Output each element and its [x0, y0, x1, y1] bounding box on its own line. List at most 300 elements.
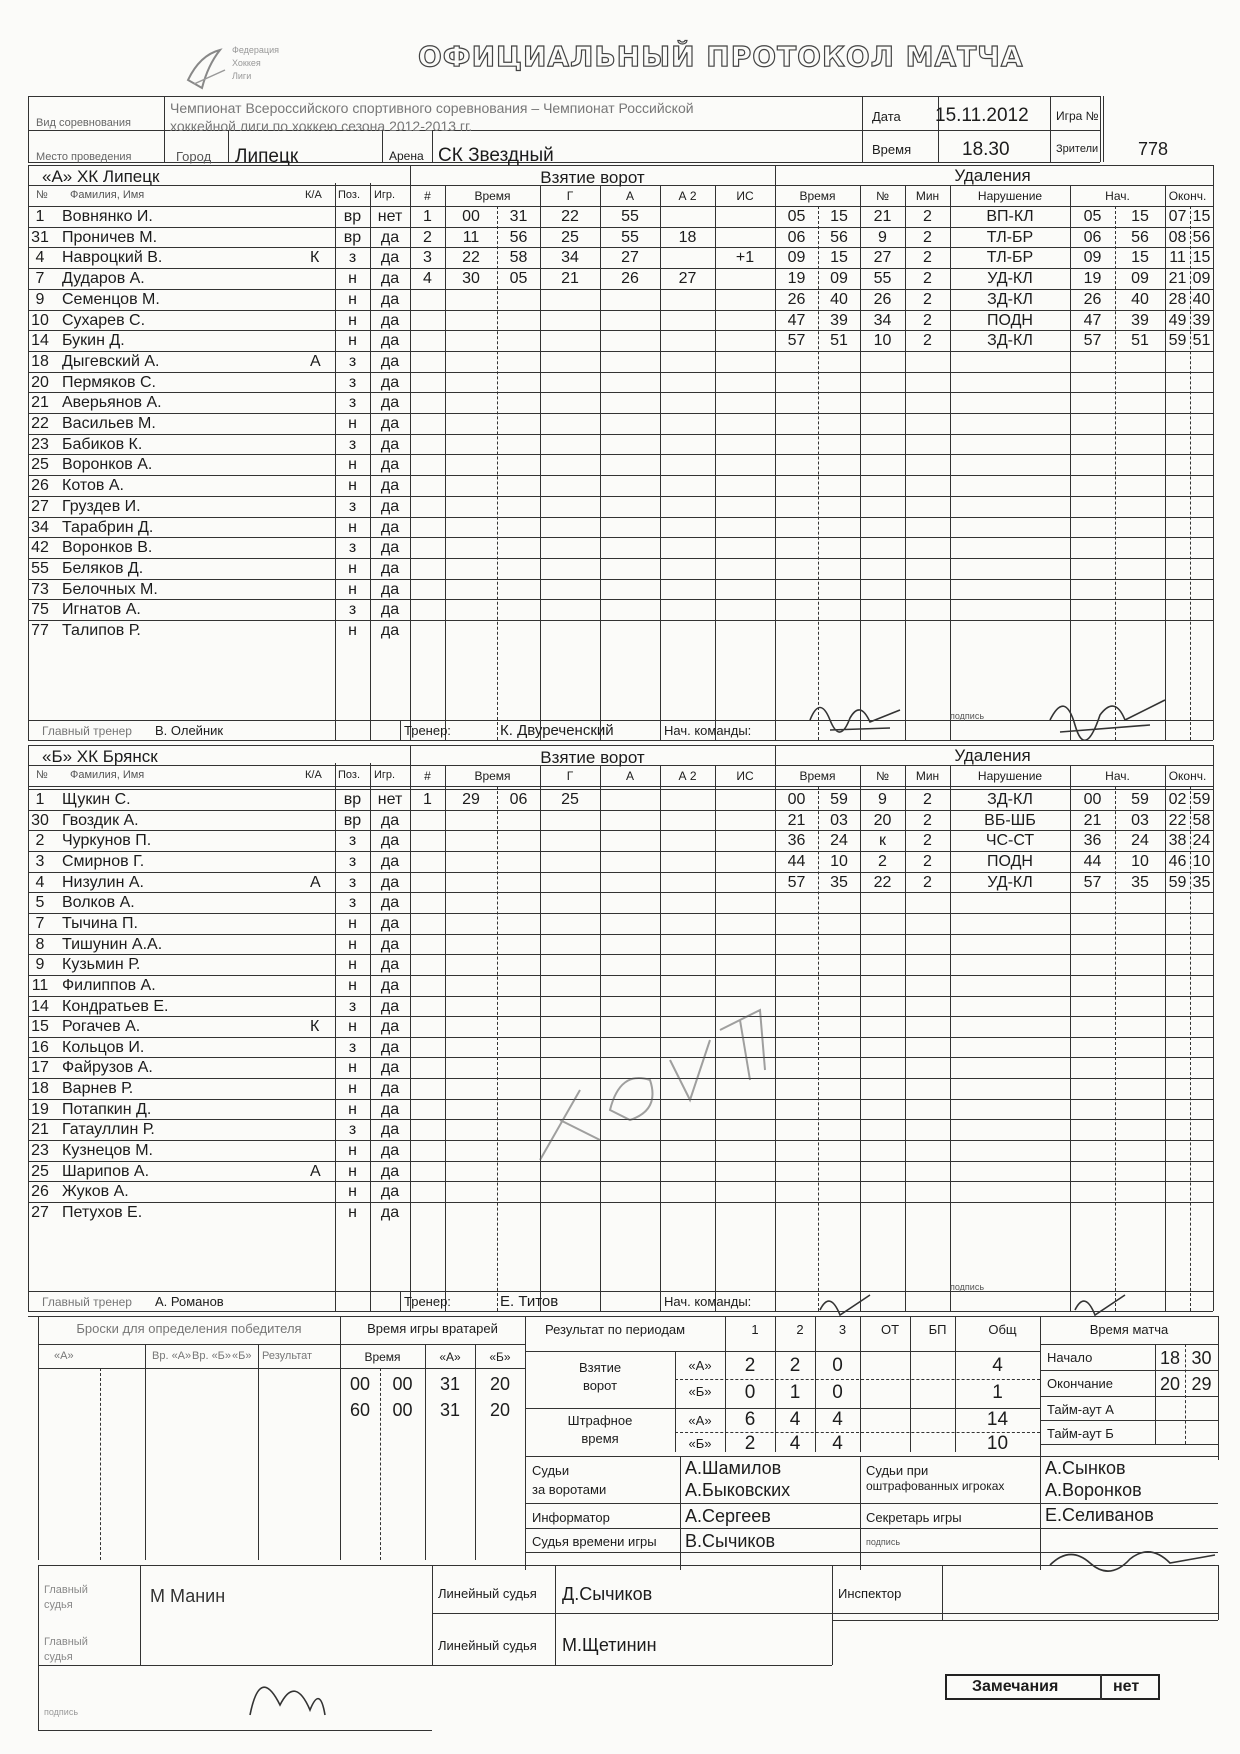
player-name: Кондратьев Е. [62, 997, 169, 1015]
player-played: да [380, 1059, 400, 1077]
player-number: 1 [35, 791, 45, 808]
player-position: вр [343, 811, 362, 829]
player-name: Проничев М. [62, 228, 158, 246]
signature-image [1040, 1535, 1220, 1575]
penalty-player: 34 [873, 311, 892, 329]
col-no: № [36, 769, 48, 781]
player-played: да [380, 601, 400, 619]
rule-line [410, 913, 1213, 914]
rule-line [675, 1432, 1040, 1433]
penalty-infraction: УД-КЛ [987, 270, 1033, 288]
rule-line [1040, 1444, 1218, 1445]
rule-line [410, 372, 1213, 373]
player-name: Букин Д. [62, 332, 125, 350]
pen-col-start: Нач. [1105, 769, 1130, 783]
player-number: 26 [31, 1183, 49, 1201]
pen-col-time: Время [799, 189, 836, 203]
rule-line [100, 1368, 101, 1560]
penalty-start-sec: 40 [1131, 290, 1149, 308]
player-position: з [348, 497, 357, 515]
col-hash: # [424, 769, 431, 783]
player-position: н [348, 477, 357, 495]
penalty-second: 15 [830, 208, 848, 225]
pen-row-label: время [581, 1431, 619, 1446]
penalty-end-min: 11 [1169, 249, 1186, 267]
rule-line [28, 165, 1213, 166]
player-position: з [348, 373, 357, 391]
competition-text: хоккейной лиги по хоккею сезона 2012-2013 гг. [170, 118, 473, 134]
penalty-end-sec: 24 [1192, 832, 1211, 850]
rule-line [410, 517, 1213, 518]
goal-number: 3 [423, 249, 432, 267]
player-name: Варнев Р. [62, 1080, 134, 1098]
player-name: Белочных М. [62, 580, 158, 598]
logo-text: Лиги [232, 71, 252, 81]
penalty-end-min: 07 [1168, 208, 1187, 225]
period-value: 14 [986, 1409, 1009, 1430]
rule-line [38, 1730, 432, 1731]
penalty-start-sec: 09 [1131, 270, 1149, 288]
player-played: да [380, 811, 400, 829]
rule-line [410, 872, 1213, 873]
player-number: 9 [35, 290, 45, 308]
player-name: Навроцкий В. [62, 249, 163, 267]
time-value: 18.30 [962, 139, 1010, 160]
player-name: Рогачев А. [62, 1018, 141, 1036]
shootout-col: «Б» [232, 1350, 252, 1362]
player-position: з [348, 539, 357, 557]
penalty-minute: 57 [787, 873, 806, 891]
penalty-second: 56 [830, 228, 848, 246]
penalty-second: 10 [830, 852, 848, 870]
penalty-second: 40 [830, 290, 848, 308]
penalty-start-min: 19 [1083, 270, 1102, 288]
player-number: 4 [35, 873, 45, 891]
rule-line [832, 1565, 833, 1665]
copy-mark [520, 970, 820, 1170]
shootout-title: Броски для определения победителя [76, 1321, 302, 1336]
player-name: Талипов Р. [62, 622, 141, 639]
sign-label: подпись [866, 1537, 901, 1547]
rule-line [410, 599, 1213, 600]
goal-assist: 55 [621, 228, 639, 246]
penalty-end-min: 02 [1168, 791, 1187, 808]
player-name: Гатауллин Р. [62, 1121, 155, 1139]
match-end-label: Окончание [1047, 1376, 1114, 1391]
period-value: 4 [992, 1355, 1003, 1376]
player-played: да [380, 477, 400, 495]
penalty-player: 9 [878, 228, 887, 246]
penalty-end-min: 38 [1168, 832, 1187, 850]
team-title: «Б» ХК Брянск [42, 747, 158, 766]
player-number: 21 [31, 394, 49, 412]
player-played: да [380, 270, 400, 288]
col-played: Игр. [374, 189, 396, 201]
player-played: да [380, 1183, 400, 1201]
arena-label: Арена [389, 149, 424, 163]
remarks-label: Замечания [972, 1678, 1059, 1695]
penalty-start-min: 26 [1083, 290, 1102, 308]
player-number: 42 [31, 539, 49, 557]
rule-line [525, 1552, 1218, 1553]
penalty-end-sec: 59 [1192, 791, 1211, 808]
player-number: 25 [31, 456, 49, 474]
goalie-second: 00 [392, 1374, 413, 1394]
rule-line [555, 1565, 556, 1665]
sign-label: подпись [950, 1282, 985, 1292]
player-position: з [348, 852, 357, 870]
penalty-minute: 00 [787, 791, 806, 808]
rule-line [410, 851, 1213, 852]
player-position: з [348, 435, 357, 453]
city-label: Город [176, 149, 212, 164]
player-name: Воронков А. [62, 456, 153, 474]
goal-minute: 30 [462, 270, 480, 288]
rule-line [38, 1565, 39, 1730]
penalty-end-sec: 58 [1192, 811, 1211, 829]
penalty-player: 10 [873, 332, 892, 350]
period-col: Общ [988, 1322, 1017, 1337]
player-number: 14 [31, 997, 49, 1015]
player-name: Петухов Е. [62, 1204, 143, 1221]
goals-title: Взятие ворот [540, 168, 645, 187]
rule-line [432, 1613, 1218, 1614]
penalty-start-sec: 03 [1131, 811, 1149, 829]
penalty-player: 22 [873, 873, 892, 891]
player-number: 27 [31, 1204, 49, 1221]
goalie-col: «А» [439, 1350, 461, 1364]
player-number: 18 [31, 1080, 49, 1098]
goal-assist: 26 [621, 270, 639, 288]
penalty-minute: 44 [787, 852, 806, 870]
coach-label: Тренер: [404, 723, 451, 738]
rule-line [410, 475, 1213, 476]
col-time: Время [474, 189, 511, 203]
penalty-second: 35 [830, 873, 848, 891]
rule-line [1100, 96, 1101, 162]
player-number: 23 [31, 1142, 49, 1160]
rule-line [942, 1565, 943, 1620]
player-position: з [348, 873, 357, 891]
chief-referee-label: судья [44, 1651, 73, 1663]
rule-line [400, 1291, 401, 1311]
penalty-start-min: 57 [1083, 873, 1102, 891]
pen-col-end: Оконч. [1168, 769, 1207, 783]
rule-line [1040, 1344, 1218, 1345]
player-played: да [380, 1162, 400, 1180]
penalty-end-min: 08 [1168, 228, 1187, 246]
rule-line [164, 96, 165, 162]
penalty-start-min: 44 [1083, 852, 1102, 870]
player-number: 8 [35, 935, 45, 953]
goal-number: 4 [423, 270, 432, 288]
player-position: з [348, 394, 357, 412]
rule-line [1213, 745, 1214, 1311]
player-ka: А [310, 873, 321, 891]
rule-line [140, 1565, 141, 1665]
goalie-minute: 00 [349, 1374, 371, 1394]
player-name: Филиппов А. [62, 976, 156, 994]
rule-line [410, 351, 1213, 352]
player-played: да [380, 311, 400, 329]
goalie-a: 31 [439, 1374, 461, 1394]
penalty-end-sec: 15 [1192, 249, 1211, 267]
rule-line [410, 934, 1213, 935]
penalty-end-sec: 40 [1192, 290, 1211, 308]
player-name: Семенцов М. [62, 290, 160, 308]
pen-col-time: Время [799, 769, 836, 783]
pen-col-inf: Нарушение [977, 189, 1043, 203]
goal-minute: 22 [462, 249, 480, 267]
goalie-b: 20 [489, 1400, 511, 1420]
signature-image [1040, 690, 1170, 740]
player-played: да [380, 1038, 400, 1056]
player-position: з [348, 832, 357, 850]
player-played: да [380, 373, 400, 391]
rule-line [660, 1291, 661, 1311]
player-position: н [348, 415, 357, 432]
player-played: да [380, 249, 400, 267]
rule-line [410, 810, 1213, 811]
penalty-end-sec: 51 [1192, 332, 1211, 350]
player-position: н [348, 311, 357, 329]
linesman-label: Линейный судья [438, 1638, 537, 1653]
rule-line [410, 206, 1213, 207]
pen-col-min: Мин [915, 189, 940, 203]
shootout-col: Вр. «Б» [192, 1350, 232, 1362]
player-position: з [348, 997, 357, 1015]
rule-line [862, 96, 863, 162]
penalty-minutes: 2 [923, 832, 932, 850]
player-played: да [380, 290, 400, 308]
rule-line [1040, 1396, 1218, 1397]
period-value: 2 [744, 1355, 756, 1376]
player-name: Кузьмин Р. [62, 956, 141, 974]
goalie-col: Время [364, 1350, 401, 1364]
rule-line [832, 1620, 1218, 1621]
penalty-start-min: 21 [1083, 811, 1102, 829]
penalty-infraction: ЗД-КЛ [987, 290, 1033, 308]
player-number: 23 [31, 435, 49, 453]
penalty-infraction: ВБ-ШБ [984, 811, 1036, 829]
period-value: 0 [744, 1382, 756, 1403]
player-name: Игнатов А. [62, 601, 141, 619]
player-name: Груздев И. [62, 497, 141, 515]
player-position: вр [343, 208, 362, 225]
penalty-minute: 57 [787, 332, 806, 350]
rule-line [525, 1456, 1218, 1457]
penalty-end-min: 22 [1168, 811, 1187, 829]
rule-line [410, 434, 1213, 435]
informator-label: Информатор [532, 1510, 610, 1525]
city-value: Липецк [235, 146, 299, 167]
player-number: 34 [31, 518, 49, 536]
penalty-minute: 06 [787, 228, 806, 246]
player-played: да [380, 1080, 400, 1098]
player-played: нет [377, 791, 403, 808]
player-played: да [380, 559, 400, 577]
rule-line [410, 227, 1213, 228]
penalty-end-min: 59 [1168, 332, 1187, 350]
head-coach-name: В. Олейник [155, 723, 224, 738]
rule-line [410, 1202, 1213, 1203]
penalty-start-sec: 35 [1131, 873, 1149, 891]
col-hash: # [424, 189, 431, 203]
player-position: з [348, 894, 357, 912]
penalty-player: 9 [878, 791, 887, 808]
rule-line [410, 789, 1213, 790]
player-played: да [380, 935, 400, 953]
player-name: Кузнецов М. [62, 1142, 153, 1160]
chief-referee-name: М Манин [150, 1586, 226, 1606]
player-number: 1 [35, 208, 45, 225]
player-played: да [380, 1100, 400, 1118]
penalty-second: 51 [830, 332, 848, 350]
penalty-minute: 19 [787, 270, 806, 288]
logo-text: Федерация [232, 45, 279, 55]
player-number: 77 [31, 622, 49, 639]
rule-line [258, 1344, 259, 1560]
player-played: да [380, 976, 400, 994]
player-played: да [380, 435, 400, 453]
rule-line [1040, 1316, 1041, 1460]
chief-referee-label: Главный [44, 1584, 88, 1596]
penalty-end-sec: 15 [1192, 208, 1211, 225]
goal-assist2: 27 [678, 270, 697, 288]
head-coach-name: А. Романов [155, 1294, 224, 1309]
periods-title: Результат по периодам [545, 1322, 686, 1337]
player-position: н [348, 1080, 357, 1098]
goals-row-label: Взятие [578, 1360, 622, 1375]
player-number: 7 [35, 270, 45, 288]
penalty-second: 15 [830, 249, 848, 267]
rule-line [525, 1503, 1218, 1504]
rule-line [28, 185, 410, 186]
player-number: 15 [31, 1018, 49, 1036]
player-position: н [348, 1142, 357, 1160]
period-value: 10 [986, 1433, 1009, 1454]
penalty-judges-label: Судьи при [866, 1463, 929, 1478]
rule-line [1050, 96, 1051, 162]
rule-line [38, 1344, 340, 1345]
captain-label: Нач. команды: [664, 1294, 752, 1309]
inspector-label: Инспектор [838, 1586, 902, 1601]
player-position: н [348, 518, 357, 536]
player-number: 17 [31, 1059, 49, 1077]
timeout-b-label: Тайм-аут Б [1047, 1426, 1114, 1441]
rule-line [38, 1316, 39, 1560]
col-pos: Поз. [338, 189, 360, 201]
rule-line [400, 720, 401, 740]
penalty-end-sec: 35 [1192, 873, 1211, 891]
player-played: да [380, 1142, 400, 1160]
match-start-h: 18 [1159, 1348, 1181, 1368]
penalty-player: 2 [878, 852, 887, 870]
player-ka: А [310, 1162, 321, 1180]
player-played: да [380, 228, 400, 246]
player-played: да [380, 873, 400, 891]
player-played: да [380, 956, 400, 974]
player-position: н [348, 1018, 357, 1036]
competition-label: Вид соревнования [36, 117, 131, 129]
coach-label: Тренер: [404, 1294, 451, 1309]
rule-line [28, 740, 1213, 741]
player-ka: К [310, 1018, 320, 1036]
team-b-marker: «Б» [688, 1384, 712, 1399]
rule-line [432, 130, 433, 162]
player-position: н [348, 622, 357, 639]
head-coach-label: Главный тренер [42, 1295, 132, 1309]
goal-assist: 55 [621, 208, 639, 225]
rule-line [525, 1528, 1218, 1529]
penalty-end-min: 46 [1168, 852, 1187, 870]
player-played: да [380, 415, 400, 432]
date-value: 15.11.2012 [935, 105, 1029, 126]
player-position: н [348, 290, 357, 308]
pen-col-no: № [876, 769, 889, 783]
match-end-h: 20 [1159, 1374, 1181, 1394]
rule-line [410, 830, 1213, 831]
player-number: 25 [31, 1162, 49, 1180]
penalty-start-sec: 15 [1131, 249, 1149, 267]
goalie-time-title: Время игры вратарей [367, 1321, 498, 1336]
player-number: 21 [31, 1121, 49, 1139]
player-position: н [348, 914, 357, 932]
penalty-start-min: 57 [1083, 332, 1102, 350]
pen-col-end: Оконч. [1168, 189, 1207, 203]
player-name: Аверьянов А. [62, 394, 162, 412]
penalty-player: 20 [873, 811, 892, 829]
penalty-minute: 09 [787, 249, 806, 267]
goal-scorer: 21 [561, 270, 579, 288]
penalty-minutes: 2 [923, 873, 932, 891]
penalty-infraction: УД-КЛ [987, 873, 1033, 891]
player-played: да [380, 894, 400, 912]
rule-line [28, 1311, 1213, 1312]
secretary-name: Е.Селиванов [1045, 1505, 1154, 1525]
rule-line [38, 1565, 1218, 1566]
player-name: Низулин А. [62, 873, 144, 891]
player-number: 31 [31, 228, 49, 246]
goal-judges-label: за воротами [532, 1482, 607, 1497]
secretary-label: Секретарь игры [866, 1510, 962, 1525]
player-number: 5 [35, 894, 45, 912]
col-a2: А 2 [678, 189, 697, 203]
player-number: 10 [31, 311, 49, 329]
rule-line [410, 392, 1213, 393]
period-value: 1 [992, 1382, 1003, 1403]
rule-line [28, 765, 410, 766]
player-position: н [348, 956, 357, 974]
player-number: 16 [31, 1038, 49, 1056]
rule-line [410, 558, 1213, 559]
player-name: Смирнов Г. [62, 852, 145, 870]
rule-line [410, 330, 1213, 331]
col-a2: А 2 [678, 769, 697, 783]
player-name: Сухарев С. [62, 311, 146, 329]
team-a-marker: «А» [688, 1413, 712, 1428]
player-name: Котов А. [62, 477, 124, 495]
rule-line [410, 310, 1213, 311]
goal-minute: 29 [462, 791, 480, 808]
player-position: н [348, 456, 357, 474]
penalty-end-sec: 10 [1192, 852, 1211, 870]
player-played: да [380, 997, 400, 1015]
arena-value: СК Звездный [438, 145, 554, 166]
player-name: Потапкин Д. [62, 1100, 152, 1118]
rule-line [1218, 1565, 1219, 1620]
player-played: да [380, 518, 400, 536]
